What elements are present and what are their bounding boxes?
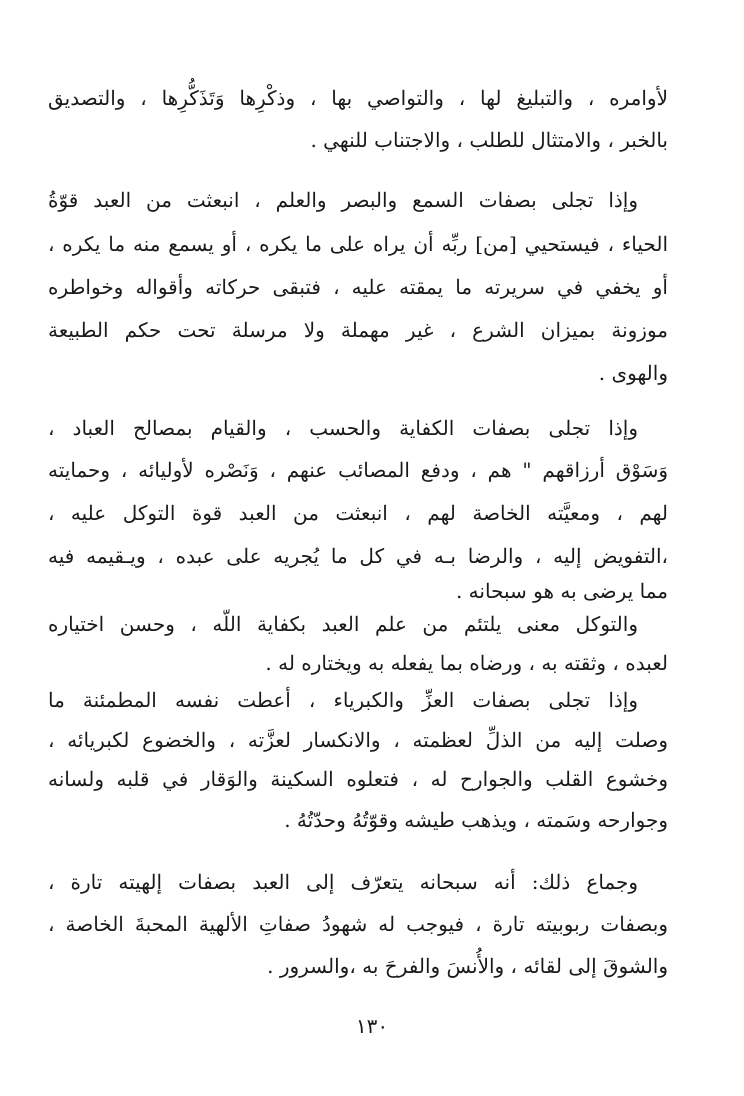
paragraph-4-line-2: لعبده ، وثقته به ، ورضاه بما يفعله به ويختاره له . [265, 651, 668, 675]
paragraph-6-line-3: والشوقَ إلى لقائه ، والأُنسَ والفرحَ به ،والسرور . [267, 954, 668, 978]
paragraph-4-line-1: والتوكل معنى يلتئم من علم العبد بكفاية اللّه ، وحسن اختياره [48, 612, 638, 636]
paragraph-5-line-1: وإذا تجلى بصفات العزِّ والكبرياء ، أعطت نفسه المطمئنة ما [48, 688, 638, 712]
paragraph-5-line-3: وخشوع القلب والجوارح له ، فتعلوه السكينة والوَقار في قلبه ولسانه [48, 767, 668, 791]
paragraph-3-line-2: وَسَوْق أرزاقهم " هم ، ودفع المصائب عنهم ، وَنَصْره لأوليائه ، وحمايته [48, 458, 668, 482]
paragraph-6-line-1: وجماع ذلك: أنه سبحانه يتعرّف إلى العبد بصفات إلهيته تارة ، [48, 870, 638, 894]
paragraph-2-line-2: الحياء ، فيستحيي [من] ربِّه أن يراه على ما يكره ، أو يسمع منه ما يكره ، [48, 232, 668, 256]
paragraph-2-line-3: أو يخفي في سريرته ما يمقته عليه ، فتبقى حركاته وأقواله وخواطره [48, 275, 668, 299]
page-number: ١٣٠ [355, 1014, 389, 1038]
paragraph-6-line-2: وبصفات ربوبيته تارة ، فيوجب له شهودُ صفاتِ الألهية المحبةَ الخاصة ، [48, 912, 668, 936]
paragraph-3-line-5: مما يرضى به هو سبحانه . [455, 579, 668, 603]
paragraph-3-line-3: لهم ، ومعيَّته الخاصة لهم ، انبعثت من العبد قوة التوكل عليه ، [48, 501, 668, 525]
paragraph-2-line-5: والهوى . [598, 361, 668, 385]
paragraph-5-line-2: وصلت إليه من الذلِّ لعظمته ، والانكسار لعزَّته ، والخضوع لكبريائه ، [48, 728, 668, 752]
paragraph-5-line-4: وجوارحه وسَمته ، ويذهب طيشه وقوّتُهُ وحدّتُهُ . [284, 808, 668, 832]
paragraph-3-line-4: ،التفويض إليه ، والرضا بـه في كل ما يُجريه على عبده ، ويـقيمه فيه [48, 544, 668, 568]
paragraph-3-line-1: وإذا تجلى بصفات الكفاية والحسب ، والقيام بمصالح العباد ، [48, 416, 638, 440]
paragraph-1-line-2: بالخبر ، والامتثال للطلب ، والاجتناب للنهي . [310, 128, 668, 152]
paragraph-2-line-1: وإذا تجلى بصفات السمع والبصر والعلم ، انبعثت من العبد قوّةُ [48, 188, 638, 212]
paragraph-2-line-4: موزونة بميزان الشرع ، غير مهملة ولا مرسلة تحت حكم الطبيعة [48, 318, 668, 342]
paragraph-1-line-1: لأوامره ، والتبليغ لها ، والتواصي بها ، وذكْرِها وَتَذَكُّرِها ، والتصديق [48, 86, 668, 110]
